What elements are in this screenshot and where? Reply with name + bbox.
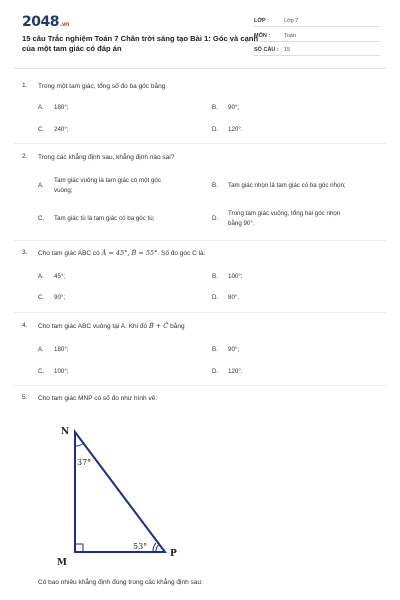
option-label: D. [212,126,219,133]
option-text: 120°. [228,126,243,133]
option-text: 90°; [228,104,240,111]
question-text: Trong các khẳng định sau, khẳng định nào sai? [38,154,175,161]
question-text-pre: Cho tam giác ABC vuông tại A. Khi đó [38,323,148,330]
option-text: 180°; [54,104,69,111]
option-text: Tam giác tù là tam giác có ba góc tù; [54,215,155,222]
angle-n-arc [75,444,83,446]
option-label: D. [212,215,219,222]
option-label: C. [38,126,45,133]
question-text [38,322,378,331]
meta-subject-key: MÔN : [254,33,271,39]
option-text: 100°; [54,368,69,375]
option-label: A. [38,104,44,111]
triangle-mnp-figure [50,420,190,570]
option-text: Tam giác nhọn là tam giác có ba góc nhọn; [228,182,346,189]
option-label: A. [38,182,44,189]
question-number: 2. [22,153,28,160]
question-text [38,249,378,258]
option-label: A. [38,346,44,353]
vertex-n-label: N [61,427,70,437]
question-number: 3. [22,249,28,256]
option-label: D. [212,368,219,375]
vertex-p-label: P [170,549,177,559]
logo-suffix: .vn [59,21,69,28]
meta-count-key: SỐ CÂU : [254,47,279,53]
question-followup-text: Có bao nhiêu khẳng định đúng trong các khẳng định sau: [38,579,203,586]
option-text: 240°; [54,126,69,133]
question-text-post: bằng [170,323,185,330]
question-divider [14,143,386,144]
option-text: 45°; [54,273,66,280]
logo-text: 2048 [22,14,59,30]
vertex-m-label: M [57,558,67,568]
option-text: 180°; [54,346,69,353]
option-label: C. [38,368,45,375]
question-divider [14,312,386,313]
triangle-mnp [75,432,165,552]
site-logo[interactable] [22,14,69,30]
option-text: 80°. [228,294,240,301]
option-text: Tam giác vuông là tam giác có một góc [54,177,161,184]
option-text: 90°; [54,294,66,301]
math-expression: Â = 45°, B̂ = 55° [101,249,158,257]
question-number: 1. [22,82,28,89]
option-text: 120°. [228,368,243,375]
question-text-post: . Số đo góc C là: [157,250,206,257]
angle-p-label: 53° [133,542,148,551]
meta-subject [254,31,380,42]
question-number: 5. [22,394,28,401]
meta-grade-key: LỚP : [254,18,269,24]
question-number: 4. [22,322,28,329]
page-header [0,0,400,64]
option-label: C. [38,294,45,301]
page-title: 15 câu Trắc nghiệm Toán 7 Chân trời sáng tạo Bài 1: Góc và cạnh của một tam giác có đáp án [22,34,259,53]
angle-n-label: 37° [77,458,92,467]
option-label: B. [212,346,218,353]
right-angle-marker [75,544,83,552]
option-text: 90°; [228,346,240,353]
option-label: B. [212,182,218,189]
option-text: Trong tam giác vuông, tổng hai góc nhọn [228,210,341,217]
option-text-line2: vuông; [54,187,73,194]
option-label: B. [212,104,218,111]
question-text-pre: Cho tam giác ABC có [38,250,100,257]
option-label: C. [38,215,45,222]
meta-count [254,45,380,56]
math-expression: B̂ + Ĉ [148,322,169,330]
angle-p-arc-inner [156,545,159,552]
option-label: D. [212,294,219,301]
option-label: B. [212,273,218,280]
option-text-line2: bằng 90°. [228,220,255,227]
meta-grade-value: Lớp 7 [284,18,299,24]
question-text: Cho tam giác MNP có số đo như hình vẽ: [38,395,158,402]
meta-grade [254,16,380,27]
meta-count-value: 15 [284,47,291,53]
option-label: A. [38,273,44,280]
question-text: Trong một tam giác, tổng số đo ba góc bằng [38,83,166,90]
option-text: 100°; [228,273,243,280]
question-divider [14,385,386,386]
question-divider [14,240,386,241]
header-divider [14,68,386,69]
meta-subject-value: Toán [284,33,296,39]
